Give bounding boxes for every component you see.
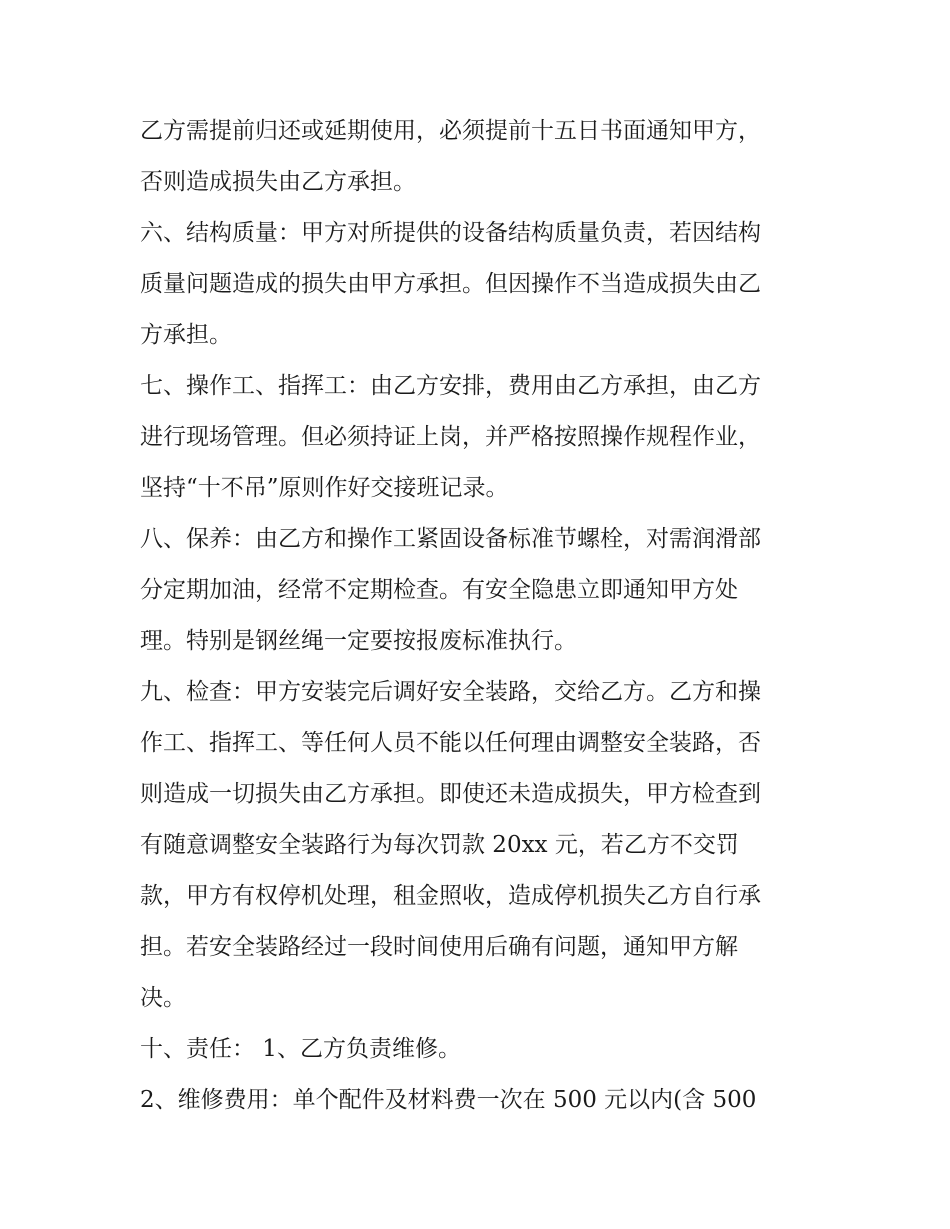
text-line: 否则造成损失由乙方承担。: [140, 169, 416, 195]
text-line: 作工、指挥工、等任何人员不能以任何理由调整安全装路，否: [140, 730, 761, 756]
text-line: 十、责任： 1、乙方负责维修。: [140, 1036, 461, 1062]
text-line: 进行现场管理。但必须持证上岗，并严格按照操作规程作业，: [140, 424, 761, 450]
text-line: 理。特别是钢丝绳一定要按报废标准执行。: [140, 628, 577, 654]
text-line: 六、结构质量：甲方对所提供的设备结构质量负责，若因结构: [140, 220, 761, 246]
text-line: 担。若安全装路经过一段时间使用后确有问题，通知甲方解: [140, 934, 738, 960]
text-line: 款，甲方有权停机处理，租金照收，造成停机损失乙方自行承: [140, 883, 761, 909]
document-body: [140, 106, 820, 1126]
text-line: 质量问题造成的损失由甲方承担。但因操作不当造成损失由乙: [140, 271, 761, 297]
text-line: 坚持“十不吊”原则作好交接班记录。: [140, 475, 509, 501]
text-line: 方承担。: [140, 322, 232, 348]
text-line: 决。: [140, 985, 186, 1011]
text-line: 乙方需提前归还或延期使用，必须提前十五日书面通知甲方，: [140, 118, 761, 144]
text-line: 七、操作工、指挥工：由乙方安排，费用由乙方承担，由乙方: [140, 373, 761, 399]
text-line: 则造成一切损失由乙方承担。即使还未造成损失，甲方检查到: [140, 781, 761, 807]
text-line: 有随意调整安全装路行为每次罚款 20xx 元，若乙方不交罚: [140, 832, 739, 858]
text-line: 2、维修费用：单个配件及材料费一次在 500 元以内(含 500: [140, 1087, 757, 1113]
text-line: 九、检查：甲方安装完后调好安全装路，交给乙方。乙方和操: [140, 679, 761, 705]
text-line: 八、保养：由乙方和操作工紧固设备标准节螺栓，对需润滑部: [140, 526, 761, 552]
text-line: 分定期加油，经常不定期检查。有安全隐患立即通知甲方处: [140, 577, 738, 603]
